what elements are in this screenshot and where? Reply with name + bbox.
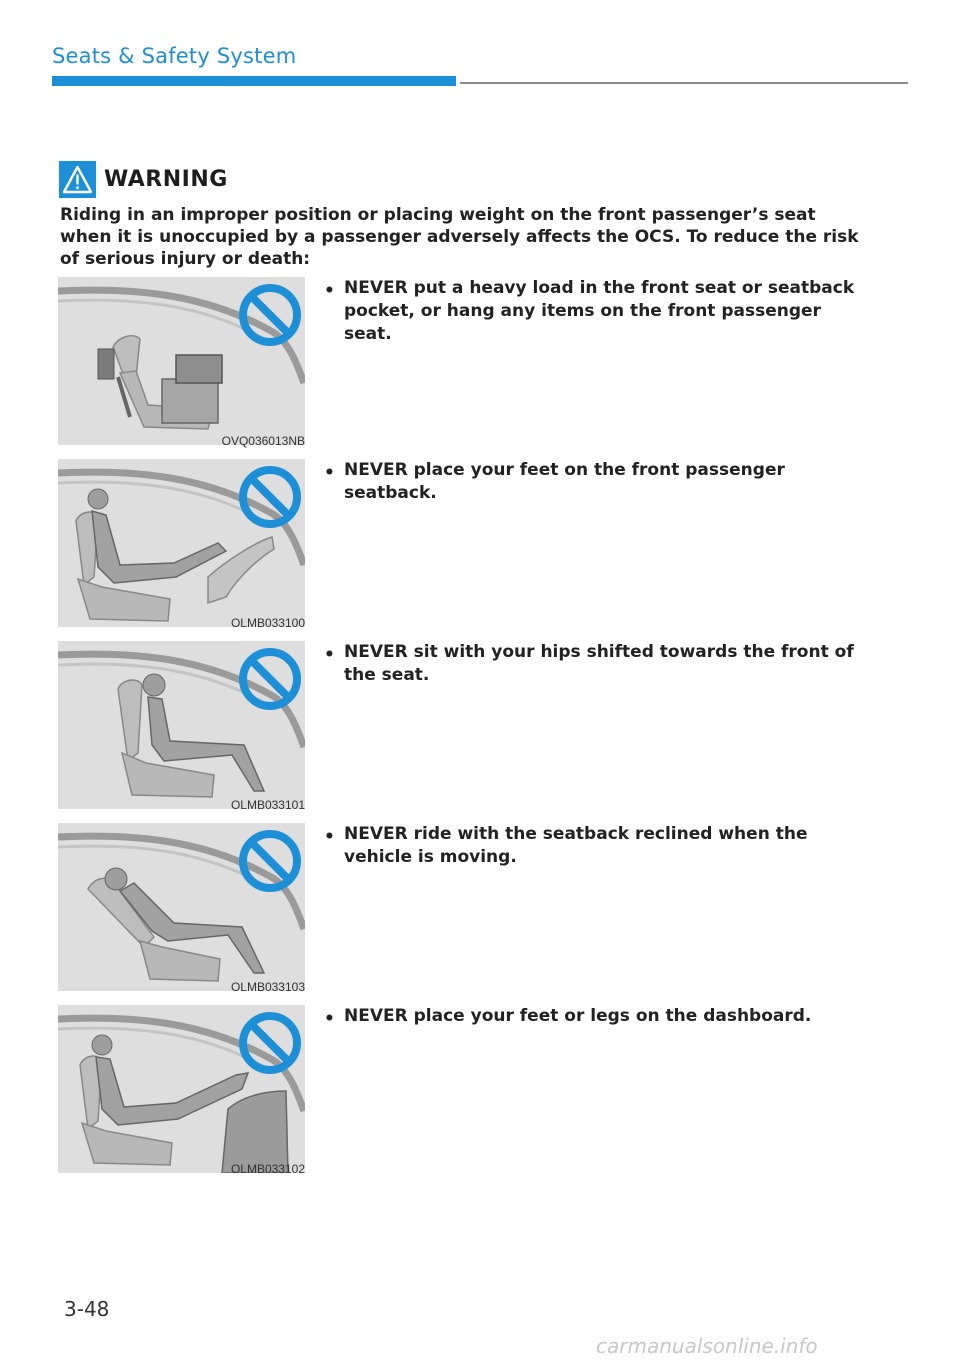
warning-title: WARNING [104, 167, 228, 192]
instruction-text: NEVER place your feet or legs on the dashboard. [344, 1006, 812, 1026]
instruction-text: NEVER place your feet on the front passenger seatback. [344, 460, 785, 503]
header-accent-bar [52, 76, 456, 86]
watermark: carmanualsonline.info [596, 1334, 818, 1358]
image-code: OLMB033101 [230, 798, 305, 812]
image-code: OLMB033102 [230, 1162, 305, 1176]
warning-item [58, 459, 908, 641]
warning-item [58, 1005, 908, 1187]
warning-item [58, 641, 908, 823]
illustration-feet-on-seatback [58, 459, 305, 627]
warning-intro: Riding in an improper position or placing weight on the front passenger’s seat when it is unoccupied by a passenger adversely affects the OCS. To reduce the risk of serious injury or death: [60, 205, 859, 269]
warning-item [58, 823, 908, 1005]
instruction-text: NEVER put a heavy load in the front seat or seatback pocket, or hang any items on the front passenger seat. [344, 278, 855, 344]
prohibition-icon [58, 641, 305, 809]
illustration-heavy-load [58, 277, 305, 445]
bullet: • [324, 827, 335, 847]
illustration-reclined-seatback [58, 823, 305, 991]
prohibition-icon [58, 459, 305, 627]
prohibition-icon [58, 277, 305, 445]
illustration-feet-on-dashboard [58, 1005, 305, 1173]
bullet: • [324, 281, 335, 301]
header-divider-line [460, 82, 908, 84]
warning-triangle-icon [59, 161, 96, 198]
bullet: • [324, 645, 335, 665]
instruction-text: NEVER ride with the seatback reclined when the vehicle is moving. [344, 824, 808, 867]
image-code: OVQ036013NB [221, 434, 305, 448]
prohibition-icon [58, 1005, 305, 1173]
section-title: Seats & Safety System [52, 44, 297, 68]
bullet: • [324, 463, 335, 483]
illustration-hips-shifted [58, 641, 305, 809]
page-number: 3-48 [64, 1297, 110, 1321]
bullet: • [324, 1009, 335, 1029]
prohibition-icon [58, 823, 305, 991]
warning-item [58, 277, 908, 459]
image-code: OLMB033100 [230, 616, 305, 630]
image-code: OLMB033103 [230, 980, 305, 994]
instruction-text: NEVER sit with your hips shifted towards the front of the seat. [344, 642, 854, 685]
